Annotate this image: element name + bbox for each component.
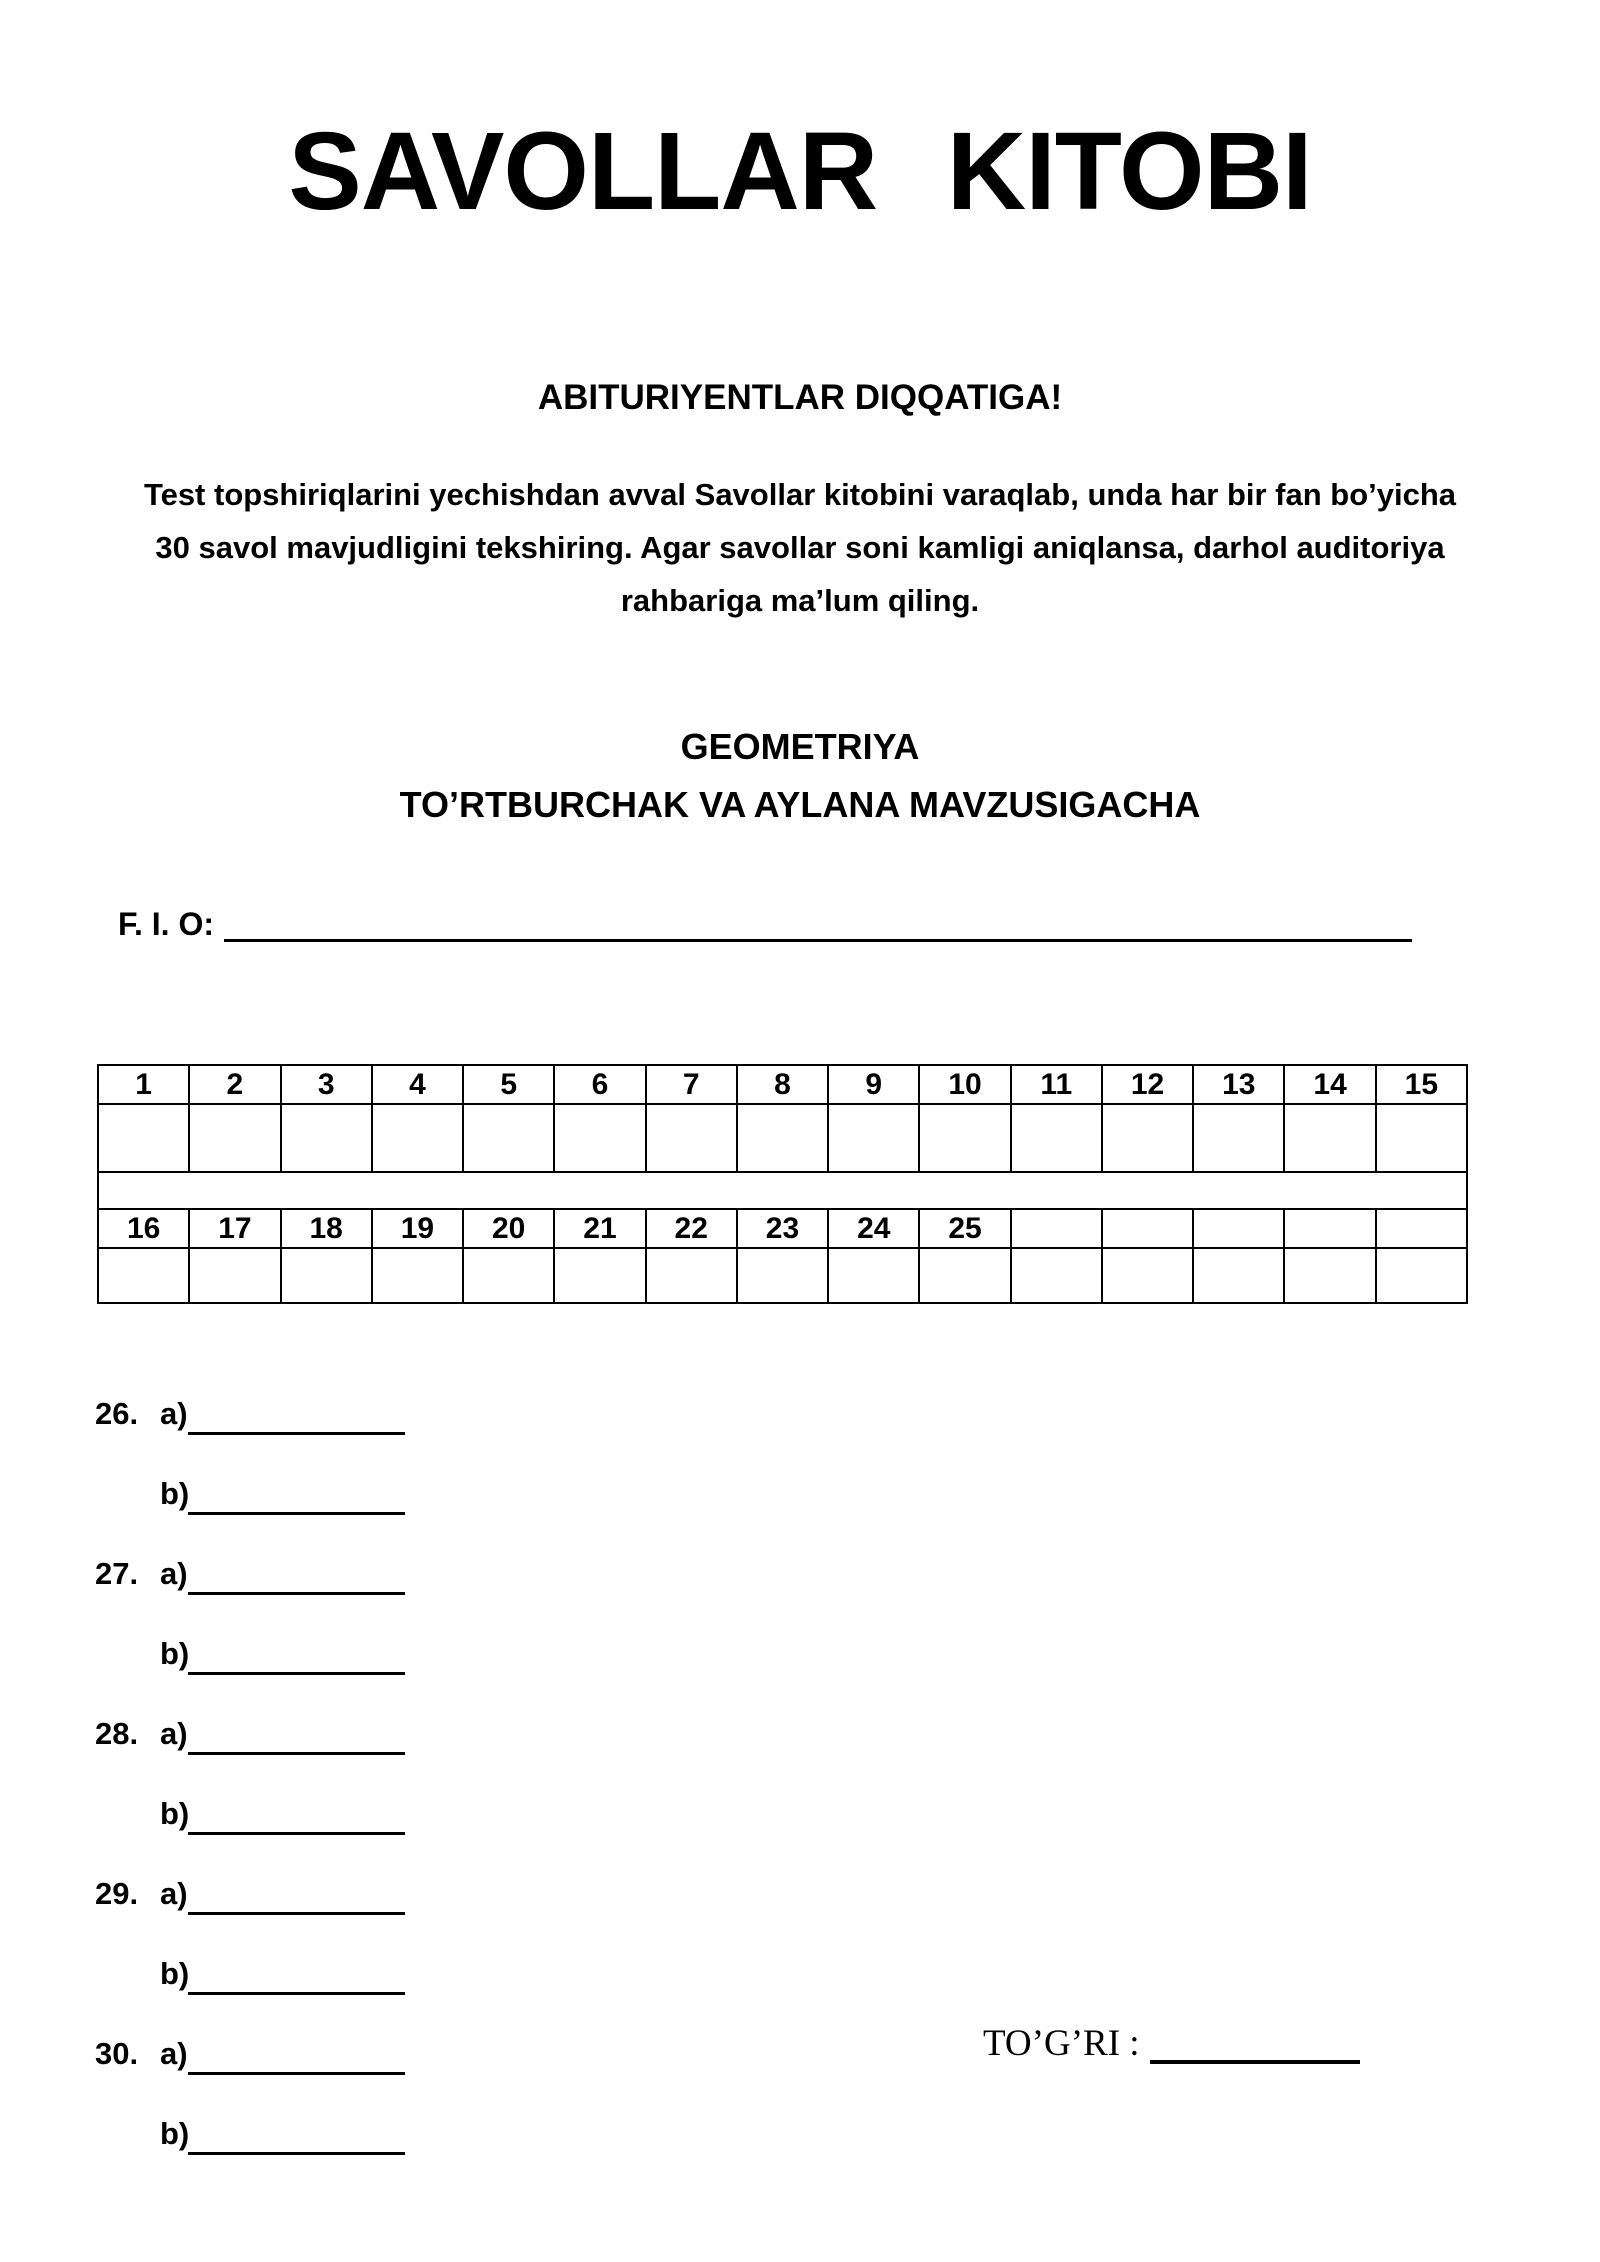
grid-number-cell: 17	[189, 1209, 280, 1248]
grid-answer-cell	[189, 1104, 280, 1172]
answer-letter: a)	[160, 2036, 188, 2071]
grid-answer-cell	[189, 1248, 280, 1303]
written-answer-row-27a	[95, 1556, 615, 1636]
togri-row	[983, 2024, 1360, 2064]
written-answer-row-27b	[95, 1636, 615, 1716]
grid-header-row-2	[98, 1209, 1467, 1248]
answer-letter: b)	[160, 1476, 190, 1511]
written-answer-row-28b	[95, 1796, 615, 1876]
answer-letter: a)	[160, 1396, 188, 1431]
grid-answer-cell	[98, 1248, 189, 1303]
grid-spacer-cell	[98, 1172, 1467, 1209]
grid-answer-cell	[1376, 1104, 1467, 1172]
written-answer-row-26a	[95, 1396, 615, 1476]
grid-answer-cell	[737, 1248, 828, 1303]
written-answer-row-29b	[95, 1956, 615, 2036]
notice-line-2: 30 savol mavjudligini tekshiring. Agar savollar soni kamligi aniqlansa, darhol auditoriya	[155, 530, 1445, 565]
grid-answer-row-2	[98, 1248, 1467, 1303]
subject-block	[0, 718, 1600, 834]
grid-empty-header-cell	[1102, 1209, 1193, 1248]
grid-answer-cell	[98, 1104, 189, 1172]
grid-number-cell: 21	[554, 1209, 645, 1248]
answer-letter: b)	[160, 1796, 190, 1831]
grid-answer-cell	[828, 1248, 919, 1303]
grid-number-cell: 22	[646, 1209, 737, 1248]
written-answer-row-30b	[95, 2116, 615, 2196]
grid-number-cell: 2	[189, 1065, 280, 1104]
grid-number-cell: 18	[281, 1209, 372, 1248]
grid-number-cell: 10	[919, 1065, 1010, 1104]
grid-number-cell: 14	[1284, 1065, 1375, 1104]
fio-row	[118, 905, 1412, 942]
grid-header-row-1	[98, 1065, 1467, 1104]
grid-empty-header-cell	[1284, 1209, 1375, 1248]
grid-number-cell: 8	[737, 1065, 828, 1104]
grid-answer-cell	[1011, 1104, 1102, 1172]
answer-number: 26.	[95, 1396, 139, 1431]
answer-number: 27.	[95, 1556, 139, 1591]
grid-answer-cell	[281, 1104, 372, 1172]
grid-answer-cell	[281, 1248, 372, 1303]
answer-grid-table	[97, 1064, 1468, 1304]
grid-number-cell: 23	[737, 1209, 828, 1248]
grid-answer-cell	[1102, 1104, 1193, 1172]
grid-answer-cell	[737, 1104, 828, 1172]
grid-number-cell: 11	[1011, 1065, 1102, 1104]
grid-number-cell: 1	[98, 1065, 189, 1104]
answer-number: 29.	[95, 1876, 139, 1911]
grid-empty-header-cell	[1376, 1209, 1467, 1248]
notice-heading: ABITURIYENTLAR DIQQATIGA!	[537, 378, 1063, 417]
written-answer-row-30a	[95, 2036, 615, 2116]
grid-answer-cell	[1284, 1248, 1375, 1303]
grid-answer-cell	[1193, 1104, 1284, 1172]
written-answer-row-28a	[95, 1716, 615, 1796]
grid-number-cell: 20	[463, 1209, 554, 1248]
grid-number-cell: 25	[919, 1209, 1010, 1248]
grid-answer-cell	[828, 1104, 919, 1172]
answer-blank-line	[188, 1481, 405, 1515]
grid-number-cell: 7	[646, 1065, 737, 1104]
grid-answer-cell	[646, 1248, 737, 1303]
grid-answer-cell	[1011, 1248, 1102, 1303]
grid-number-cell: 4	[372, 1065, 463, 1104]
grid-answer-cell	[554, 1104, 645, 1172]
grid-answer-cell	[372, 1104, 463, 1172]
grid-answer-cell	[1284, 1104, 1375, 1172]
written-answer-row-26b	[95, 1476, 615, 1556]
fio-blank-line	[224, 905, 1412, 942]
answer-blank-line	[188, 1401, 405, 1435]
grid-answer-cell	[463, 1104, 554, 1172]
grid-answer-cell	[372, 1248, 463, 1303]
answer-letter: a)	[160, 1716, 188, 1751]
grid-answer-cell	[463, 1248, 554, 1303]
answer-number: 30.	[95, 2036, 139, 2071]
togri-label: TO’G’RI :	[983, 2023, 1140, 2064]
grid-answer-cell	[1193, 1248, 1284, 1303]
grid-number-cell: 24	[828, 1209, 919, 1248]
grid-empty-header-cell	[1193, 1209, 1284, 1248]
grid-number-cell: 12	[1102, 1065, 1193, 1104]
grid-answer-cell	[1102, 1248, 1193, 1303]
subject-title: GEOMETRIYA	[680, 726, 920, 767]
answer-blank-line	[188, 2121, 405, 2155]
notice-line-3: rahbariga ma’lum qiling.	[620, 583, 980, 618]
grid-number-cell: 15	[1376, 1065, 1467, 1104]
answer-blank-line	[188, 1801, 405, 1835]
answer-blank-line	[188, 2041, 405, 2075]
notice-paragraph	[0, 468, 1600, 627]
answer-blank-line	[188, 1641, 405, 1675]
answer-letter: b)	[160, 2116, 190, 2151]
grid-empty-header-cell	[1011, 1209, 1102, 1248]
answer-number: 28.	[95, 1716, 139, 1751]
grid-spacer-row	[98, 1172, 1467, 1209]
grid-number-cell: 3	[281, 1065, 372, 1104]
grid-number-cell: 16	[98, 1209, 189, 1248]
answer-letter: a)	[160, 1556, 188, 1591]
written-answers	[95, 1396, 615, 2196]
answer-blank-line	[188, 1721, 405, 1755]
togri-blank-line	[1150, 2024, 1360, 2064]
grid-answer-cell	[1376, 1248, 1467, 1303]
grid-number-cell: 19	[372, 1209, 463, 1248]
grid-answer-cell	[919, 1104, 1010, 1172]
answer-letter: b)	[160, 1956, 190, 1991]
written-answer-row-29a	[95, 1876, 615, 1956]
answer-blank-line	[188, 1881, 405, 1915]
notice-line-1: Test topshiriqlarini yechishdan avval Savollar kitobini varaqlab, unda har bir fan bo’yicha	[143, 477, 1457, 512]
grid-answer-cell	[554, 1248, 645, 1303]
grid-answer-cell	[646, 1104, 737, 1172]
grid-number-cell: 13	[1193, 1065, 1284, 1104]
grid-answer-cell	[919, 1248, 1010, 1303]
answer-blank-line	[188, 1961, 405, 1995]
answer-letter: a)	[160, 1876, 188, 1911]
grid-answer-row-1	[98, 1104, 1467, 1172]
answer-letter: b)	[160, 1636, 190, 1671]
subject-topic: TO’RTBURCHAK VA AYLANA MAVZUSIGACHA	[399, 784, 1201, 825]
grid-number-cell: 9	[828, 1065, 919, 1104]
answer-blank-line	[188, 1561, 405, 1595]
grid-number-cell: 5	[463, 1065, 554, 1104]
page-title: SAVOLLAR KITOBI	[288, 110, 1312, 233]
grid-number-cell: 6	[554, 1065, 645, 1104]
fio-label: F. I. O:	[118, 906, 214, 942]
